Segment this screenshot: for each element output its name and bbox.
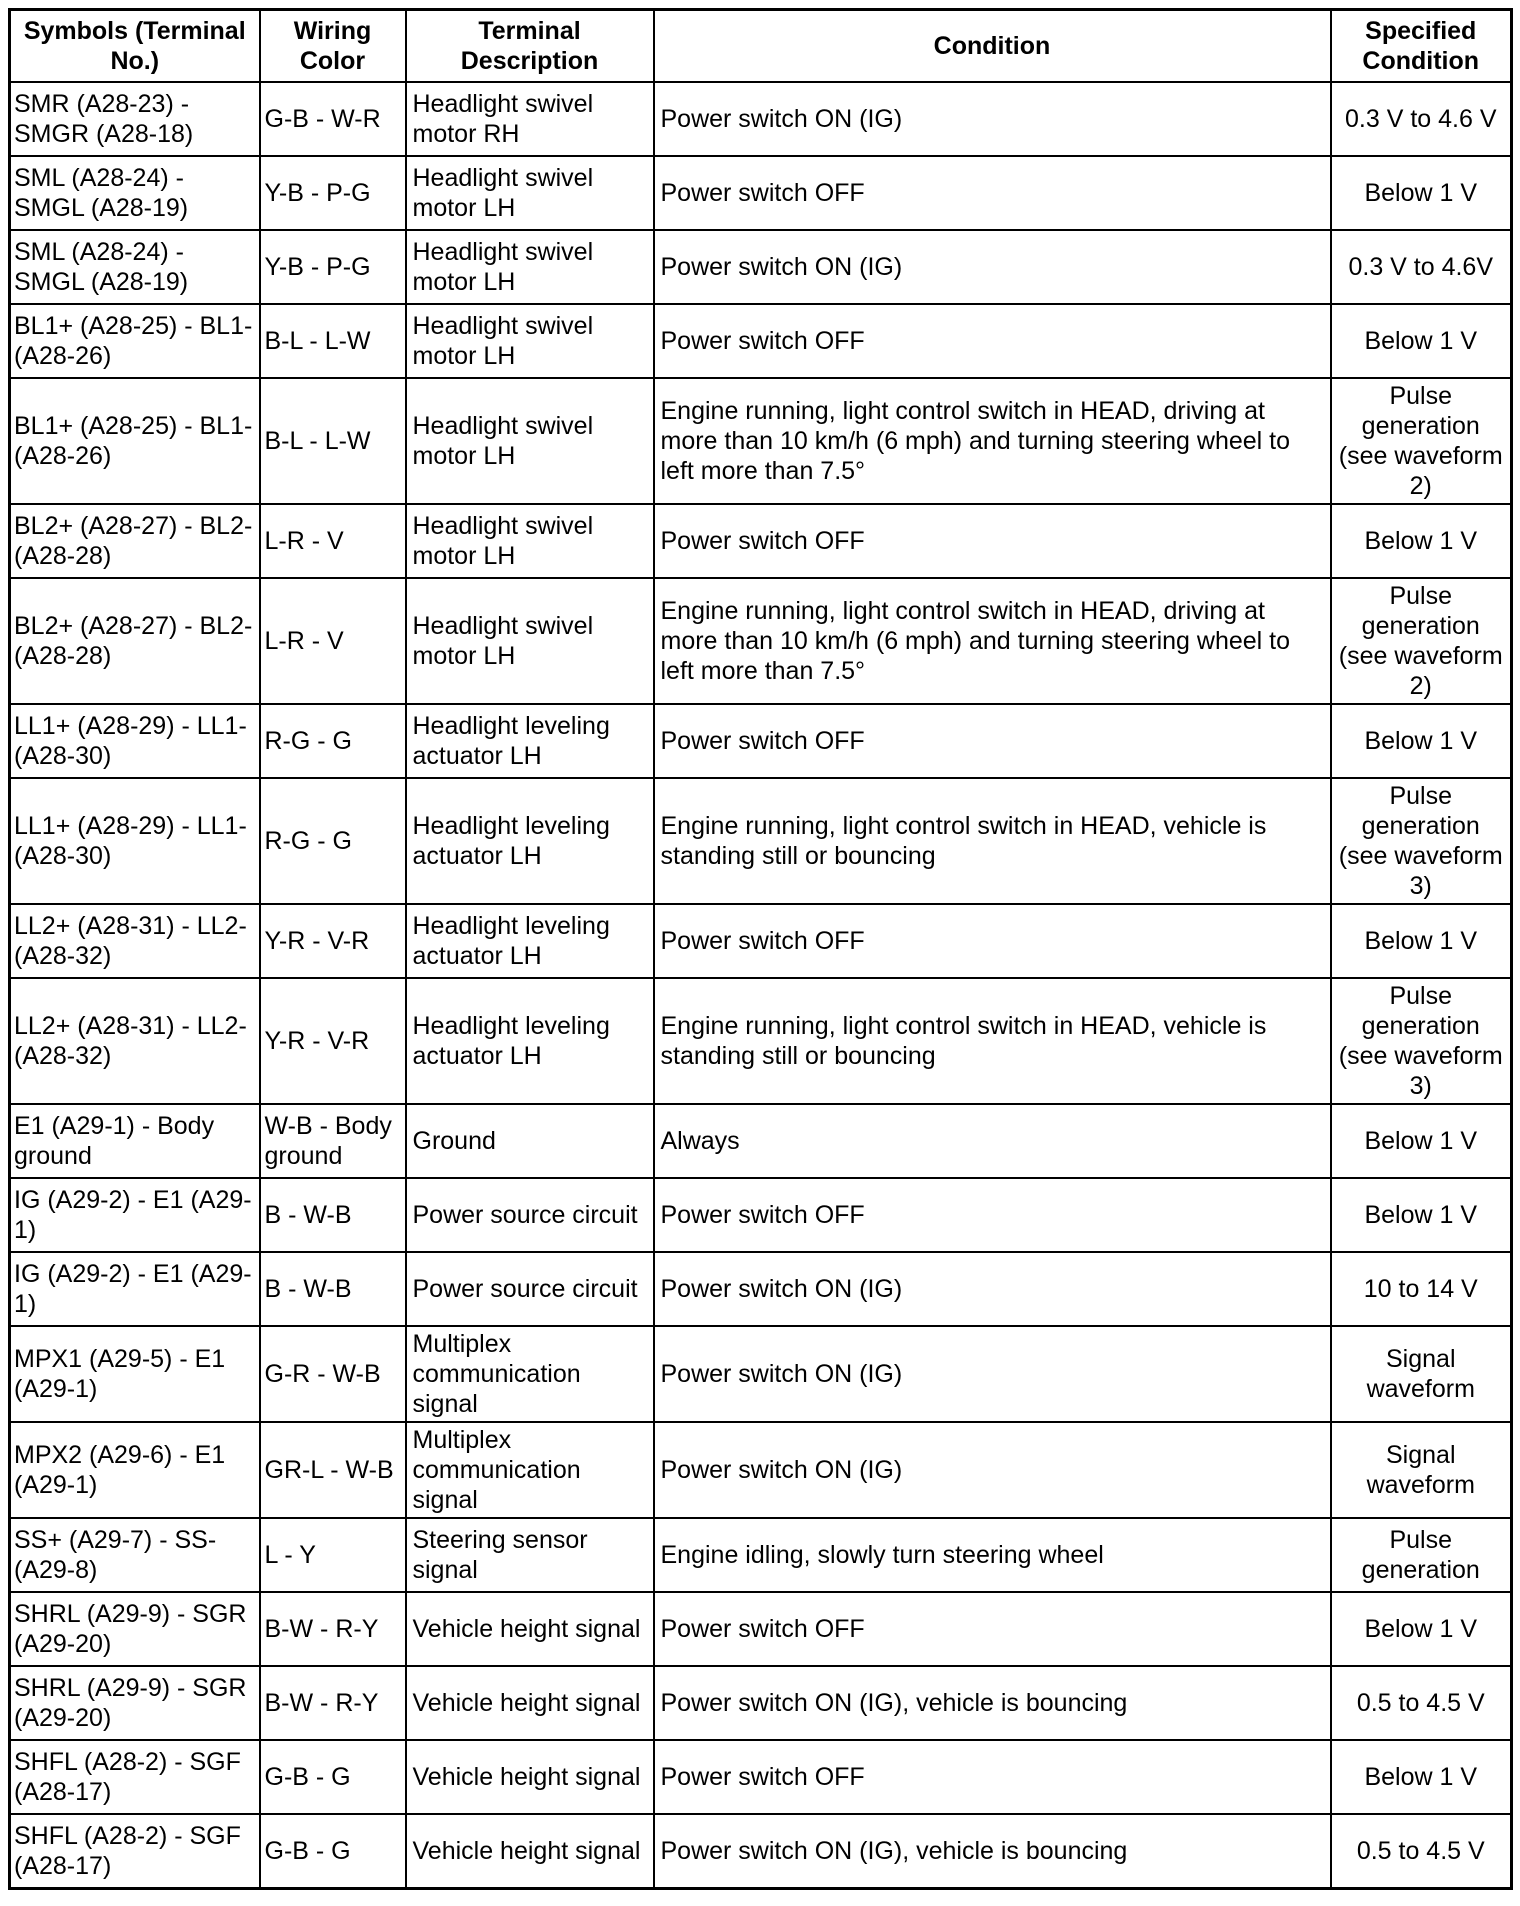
cell-symbols: SHRL (A29-9) - SGR (A29-20) — [10, 1666, 260, 1740]
cell-symbols: SMR (A28-23) - SMGR (A28-18) — [10, 82, 260, 156]
cell-condition: Power switch ON (IG), vehicle is bouncing — [654, 1814, 1331, 1889]
cell-specified-condition: Below 1 V — [1331, 904, 1512, 978]
table-row — [10, 1666, 1512, 1740]
header-symbols: Symbols (Terminal No.) — [10, 10, 260, 83]
cell-specified-condition: Below 1 V — [1331, 1104, 1512, 1178]
cell-symbols: SML (A28-24) - SMGL (A28-19) — [10, 156, 260, 230]
cell-condition: Power switch OFF — [654, 1592, 1331, 1666]
cell-wiring-color: GR-L - W-B — [260, 1422, 406, 1518]
terminal-spec-document — [8, 8, 1510, 1890]
cell-condition: Power switch OFF — [654, 1178, 1331, 1252]
table-row — [10, 156, 1512, 230]
cell-wiring-color: R-G - G — [260, 778, 406, 904]
cell-terminal-description: Vehicle height signal — [406, 1740, 654, 1814]
cell-wiring-color: L-R - V — [260, 578, 406, 704]
cell-wiring-color: Y-B - P-G — [260, 156, 406, 230]
table-row — [10, 1592, 1512, 1666]
cell-terminal-description: Vehicle height signal — [406, 1666, 654, 1740]
cell-condition: Power switch OFF — [654, 304, 1331, 378]
table-row — [10, 578, 1512, 704]
cell-symbols: MPX2 (A29-6) - E1 (A29-1) — [10, 1422, 260, 1518]
cell-specified-condition: Signal waveform — [1331, 1326, 1512, 1422]
cell-specified-condition: 0.3 V to 4.6 V — [1331, 82, 1512, 156]
table-row — [10, 778, 1512, 904]
cell-wiring-color: G-B - W-R — [260, 82, 406, 156]
cell-symbols: LL2+ (A28-31) - LL2- (A28-32) — [10, 904, 260, 978]
table-row — [10, 504, 1512, 578]
cell-specified-condition: 0.3 V to 4.6V — [1331, 230, 1512, 304]
cell-terminal-description: Headlight leveling actuator LH — [406, 904, 654, 978]
cell-specified-condition: Pulse generation (see waveform 3) — [1331, 778, 1512, 904]
cell-specified-condition: Below 1 V — [1331, 1592, 1512, 1666]
cell-symbols: MPX1 (A29-5) - E1 (A29-1) — [10, 1326, 260, 1422]
cell-wiring-color: B-W - R-Y — [260, 1592, 406, 1666]
cell-symbols: LL1+ (A28-29) - LL1- (A28-30) — [10, 778, 260, 904]
table-row — [10, 1104, 1512, 1178]
cell-symbols: SML (A28-24) - SMGL (A28-19) — [10, 230, 260, 304]
cell-symbols: BL1+ (A28-25) - BL1-(A28-26) — [10, 378, 260, 504]
cell-wiring-color: B-L - L-W — [260, 378, 406, 504]
table-body — [10, 82, 1512, 1889]
cell-symbols: SS+ (A29-7) - SS- (A29-8) — [10, 1518, 260, 1592]
cell-specified-condition: Below 1 V — [1331, 704, 1512, 778]
cell-specified-condition: Below 1 V — [1331, 504, 1512, 578]
cell-condition: Power switch OFF — [654, 1740, 1331, 1814]
table-row — [10, 1518, 1512, 1592]
cell-specified-condition: Below 1 V — [1331, 1178, 1512, 1252]
cell-condition: Power switch ON (IG), vehicle is bouncing — [654, 1666, 1331, 1740]
cell-condition: Power switch OFF — [654, 904, 1331, 978]
table-row — [10, 378, 1512, 504]
cell-condition: Engine running, light control switch in HEAD, vehicle is standing still or bouncing — [654, 778, 1331, 904]
cell-condition: Engine running, light control switch in HEAD, driving at more than 10 km/h (6 mph) and turning steering wheel to left more than 7.5° — [654, 378, 1331, 504]
cell-wiring-color: G-B - G — [260, 1814, 406, 1889]
cell-symbols: SHFL (A28-2) - SGF (A28-17) — [10, 1740, 260, 1814]
cell-terminal-description: Multiplex communication signal — [406, 1326, 654, 1422]
cell-symbols: BL2+ (A28-27) - BL2-(A28-28) — [10, 578, 260, 704]
cell-wiring-color: L - Y — [260, 1518, 406, 1592]
cell-symbols: SHRL (A29-9) - SGR (A29-20) — [10, 1592, 260, 1666]
cell-condition: Power switch ON (IG) — [654, 230, 1331, 304]
header-specified-condition: Specified Condition — [1331, 10, 1512, 83]
header-wiring-color: Wiring Color — [260, 10, 406, 83]
cell-terminal-description: Power source circuit — [406, 1252, 654, 1326]
cell-terminal-description: Steering sensor signal — [406, 1518, 654, 1592]
table-row — [10, 304, 1512, 378]
cell-terminal-description: Headlight swivel motor RH — [406, 82, 654, 156]
table-row — [10, 1740, 1512, 1814]
cell-specified-condition: Below 1 V — [1331, 304, 1512, 378]
table-row — [10, 978, 1512, 1104]
cell-terminal-description: Headlight swivel motor LH — [406, 578, 654, 704]
cell-specified-condition: Pulse generation (see waveform 2) — [1331, 578, 1512, 704]
cell-terminal-description: Ground — [406, 1104, 654, 1178]
cell-terminal-description: Headlight swivel motor LH — [406, 156, 654, 230]
cell-terminal-description: Headlight swivel motor LH — [406, 230, 654, 304]
cell-symbols: SHFL (A28-2) - SGF (A28-17) — [10, 1814, 260, 1889]
cell-wiring-color: W-B - Body ground — [260, 1104, 406, 1178]
cell-symbols: E1 (A29-1) - Body ground — [10, 1104, 260, 1178]
cell-specified-condition: 0.5 to 4.5 V — [1331, 1666, 1512, 1740]
cell-terminal-description: Headlight leveling actuator LH — [406, 704, 654, 778]
cell-terminal-description: Headlight leveling actuator LH — [406, 978, 654, 1104]
cell-symbols: LL1+ (A28-29) - LL1- (A28-30) — [10, 704, 260, 778]
cell-terminal-description: Headlight swivel motor LH — [406, 304, 654, 378]
cell-specified-condition: Pulse generation — [1331, 1518, 1512, 1592]
cell-terminal-description: Vehicle height signal — [406, 1814, 654, 1889]
cell-specified-condition: Below 1 V — [1331, 156, 1512, 230]
cell-wiring-color: Y-R - V-R — [260, 978, 406, 1104]
cell-condition: Power switch OFF — [654, 504, 1331, 578]
table-row — [10, 1178, 1512, 1252]
cell-wiring-color: Y-B - P-G — [260, 230, 406, 304]
cell-symbols: LL2+ (A28-31) - LL2- (A28-32) — [10, 978, 260, 1104]
cell-condition: Engine running, light control switch in HEAD, driving at more than 10 km/h (6 mph) and turning steering wheel to left more than 7.5° — [654, 578, 1331, 704]
cell-specified-condition: Pulse generation (see waveform 2) — [1331, 378, 1512, 504]
cell-wiring-color: L-R - V — [260, 504, 406, 578]
cell-wiring-color: B-L - L-W — [260, 304, 406, 378]
table-row — [10, 1422, 1512, 1518]
cell-condition: Power switch ON (IG) — [654, 1422, 1331, 1518]
cell-terminal-description: Multiplex communication signal — [406, 1422, 654, 1518]
cell-specified-condition: Signal waveform — [1331, 1422, 1512, 1518]
cell-terminal-description: Headlight swivel motor LH — [406, 378, 654, 504]
cell-terminal-description: Power source circuit — [406, 1178, 654, 1252]
cell-specified-condition: 0.5 to 4.5 V — [1331, 1814, 1512, 1889]
header-condition: Condition — [654, 10, 1331, 83]
cell-symbols: BL1+ (A28-25) - BL1-(A28-26) — [10, 304, 260, 378]
table-row — [10, 1252, 1512, 1326]
cell-wiring-color: G-B - G — [260, 1740, 406, 1814]
header-terminal-description: Terminal Description — [406, 10, 654, 83]
cell-condition: Engine idling, slowly turn steering wheel — [654, 1518, 1331, 1592]
table-row — [10, 1326, 1512, 1422]
cell-condition: Power switch ON (IG) — [654, 1252, 1331, 1326]
cell-condition: Power switch ON (IG) — [654, 1326, 1331, 1422]
cell-symbols: IG (A29-2) - E1 (A29-1) — [10, 1178, 260, 1252]
cell-terminal-description: Headlight leveling actuator LH — [406, 778, 654, 904]
cell-specified-condition: Pulse generation (see waveform 3) — [1331, 978, 1512, 1104]
cell-condition: Power switch ON (IG) — [654, 82, 1331, 156]
cell-wiring-color: G-R - W-B — [260, 1326, 406, 1422]
cell-terminal-description: Vehicle height signal — [406, 1592, 654, 1666]
table-row — [10, 230, 1512, 304]
cell-condition: Power switch OFF — [654, 156, 1331, 230]
terminal-spec-table — [8, 8, 1513, 1890]
cell-wiring-color: B - W-B — [260, 1252, 406, 1326]
cell-specified-condition: 10 to 14 V — [1331, 1252, 1512, 1326]
cell-condition: Engine running, light control switch in HEAD, vehicle is standing still or bouncing — [654, 978, 1331, 1104]
cell-terminal-description: Headlight swivel motor LH — [406, 504, 654, 578]
cell-wiring-color: B-W - R-Y — [260, 1666, 406, 1740]
cell-wiring-color: Y-R - V-R — [260, 904, 406, 978]
cell-condition: Always — [654, 1104, 1331, 1178]
table-row — [10, 904, 1512, 978]
cell-condition: Power switch OFF — [654, 704, 1331, 778]
cell-specified-condition: Below 1 V — [1331, 1740, 1512, 1814]
table-row — [10, 82, 1512, 156]
cell-symbols: BL2+ (A28-27) - BL2-(A28-28) — [10, 504, 260, 578]
cell-wiring-color: B - W-B — [260, 1178, 406, 1252]
table-row — [10, 1814, 1512, 1889]
table-row — [10, 704, 1512, 778]
cell-wiring-color: R-G - G — [260, 704, 406, 778]
table-header-row — [10, 10, 1512, 83]
cell-symbols: IG (A29-2) - E1 (A29-1) — [10, 1252, 260, 1326]
